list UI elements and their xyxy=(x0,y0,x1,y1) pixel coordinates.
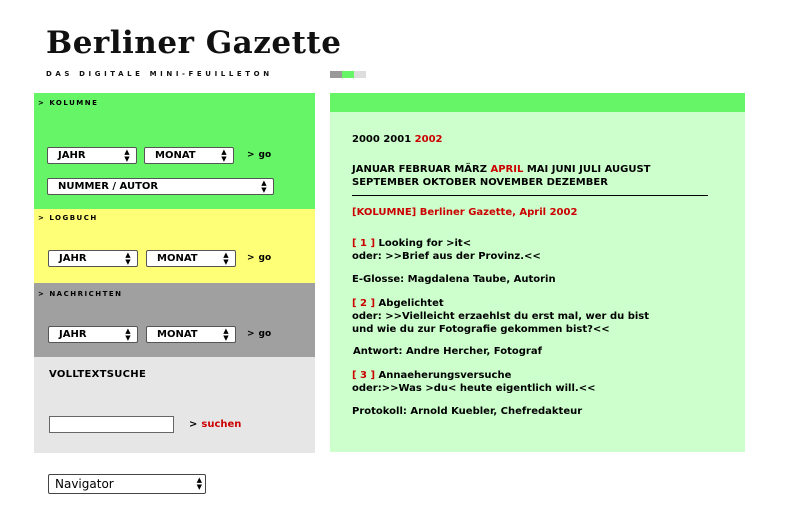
month-link[interactable]: MÄRZ xyxy=(454,164,487,175)
month-link-active[interactable]: APRIL xyxy=(490,164,524,175)
arrow-right-icon: > xyxy=(189,419,198,430)
chevron-updown-icon: ▲ ▼ xyxy=(221,148,227,163)
entry-3[interactable] xyxy=(352,369,595,395)
site-tagline: DAS DIGITALE MINI-FEUILLETON xyxy=(46,70,273,78)
year-link[interactable]: 2000 xyxy=(352,134,380,145)
volltextsuche-panel xyxy=(34,357,315,453)
kolumne-monat-select[interactable]: MONAT ▲ ▼ xyxy=(144,147,234,164)
entry-1[interactable] xyxy=(352,237,541,263)
entry-1-author: E-Glosse: Magdalena Taube, Autorin xyxy=(352,274,556,285)
month-nav xyxy=(352,163,650,189)
year-link-active[interactable]: 2002 xyxy=(414,134,443,145)
logbuch-label: > LOGBUCH xyxy=(38,214,98,222)
logbuch-jahr-select[interactable]: JAHR ▲ ▼ xyxy=(48,250,138,267)
entry-subtitle: oder: >>Vielleicht erzaehlst du erst mal, wer du bist xyxy=(352,311,650,322)
divider xyxy=(352,195,708,196)
month-link[interactable]: MAI xyxy=(526,164,549,175)
content-heading: [KOLUMNE] Berliner Gazette, April 2002 xyxy=(352,207,578,218)
entry-title: Annaeherungsversuche xyxy=(378,370,512,381)
month-link[interactable]: JUNI xyxy=(551,164,576,175)
entry-subtitle-2: und wie du zur Fotografie gekommen bist?<< xyxy=(352,324,610,335)
entry-title: Looking for >it< xyxy=(378,238,472,249)
month-link[interactable]: NOVEMBER xyxy=(479,177,544,188)
kolumne-go-link[interactable]: > go xyxy=(247,150,272,160)
chevron-updown-icon: ▲ ▼ xyxy=(223,327,229,342)
arrow-right-icon: > xyxy=(247,253,255,263)
entry-number: [ 1 ] xyxy=(352,238,376,249)
entry-title: Abgelichtet xyxy=(378,298,444,309)
site-logo[interactable]: Berliner Gazette xyxy=(46,25,342,61)
year-nav xyxy=(352,133,443,146)
month-link[interactable]: FEBRUAR xyxy=(398,164,451,175)
entry-subtitle: oder:>>Was >du< heute eigentlich will.<< xyxy=(352,383,596,394)
entry-number: [ 2 ] xyxy=(352,298,376,309)
kolumne-nummer-autor-select[interactable]: NUMMER / AUTOR ▲ ▼ xyxy=(47,178,274,195)
chevron-updown-icon: ▲ ▼ xyxy=(223,251,229,266)
logbuch-panel xyxy=(34,209,315,283)
chevron-updown-icon: ▲ ▼ xyxy=(125,327,131,342)
month-link[interactable]: AUGUST xyxy=(604,164,651,175)
kolumne-jahr-select[interactable]: JAHR ▲ ▼ xyxy=(47,147,137,164)
nachrichten-go-link[interactable]: > go xyxy=(247,329,272,339)
month-link[interactable]: JANUAR xyxy=(352,164,396,175)
chevron-updown-icon: ▲ ▼ xyxy=(125,251,131,266)
suchen-link[interactable]: > suchen xyxy=(189,419,242,430)
nachrichten-monat-select[interactable]: MONAT ▲ ▼ xyxy=(146,326,236,343)
chevron-updown-icon: ▲ ▼ xyxy=(196,476,202,491)
navigator-select[interactable]: Navigator ▲ ▼ xyxy=(48,474,206,494)
logbuch-go-link[interactable]: > go xyxy=(247,253,272,263)
arrow-right-icon: > xyxy=(247,329,255,339)
entry-2[interactable] xyxy=(352,297,649,336)
arrow-right-icon: > xyxy=(247,150,255,160)
month-link[interactable]: SEPTEMBER xyxy=(352,177,420,188)
entry-subtitle: oder: >>Brief aus der Provinz.<< xyxy=(352,251,541,262)
volltextsuche-label: VOLLTEXTSUCHE xyxy=(49,369,147,380)
month-link[interactable]: OKTOBER xyxy=(422,177,477,188)
year-link[interactable]: 2001 xyxy=(383,134,412,145)
content-panel xyxy=(330,93,745,452)
square-green xyxy=(342,71,354,78)
chevron-updown-icon: ▲ ▼ xyxy=(261,179,267,194)
kolumne-panel xyxy=(34,93,315,209)
chevron-updown-icon: ▲ ▼ xyxy=(124,148,130,163)
logbuch-monat-select[interactable]: MONAT ▲ ▼ xyxy=(146,250,236,267)
square-lightgray xyxy=(354,71,366,78)
search-input[interactable] xyxy=(49,416,174,433)
nachrichten-label: > NACHRICHTEN xyxy=(38,290,123,298)
color-squares xyxy=(330,71,366,78)
content-header-bar xyxy=(330,93,745,112)
entry-number: [ 3 ] xyxy=(352,370,376,381)
kolumne-label: > KOLUMNE xyxy=(38,99,99,107)
entry-3-author: Protokoll: Arnold Kuebler, Chefredakteur xyxy=(352,406,583,417)
square-gray xyxy=(330,71,342,78)
entry-2-author: Antwort: Andre Hercher, Fotograf xyxy=(353,346,542,357)
month-link[interactable]: JULI xyxy=(579,164,602,175)
month-link[interactable]: DEZEMBER xyxy=(546,177,608,188)
nachrichten-jahr-select[interactable]: JAHR ▲ ▼ xyxy=(48,326,138,343)
nachrichten-panel xyxy=(34,283,315,357)
